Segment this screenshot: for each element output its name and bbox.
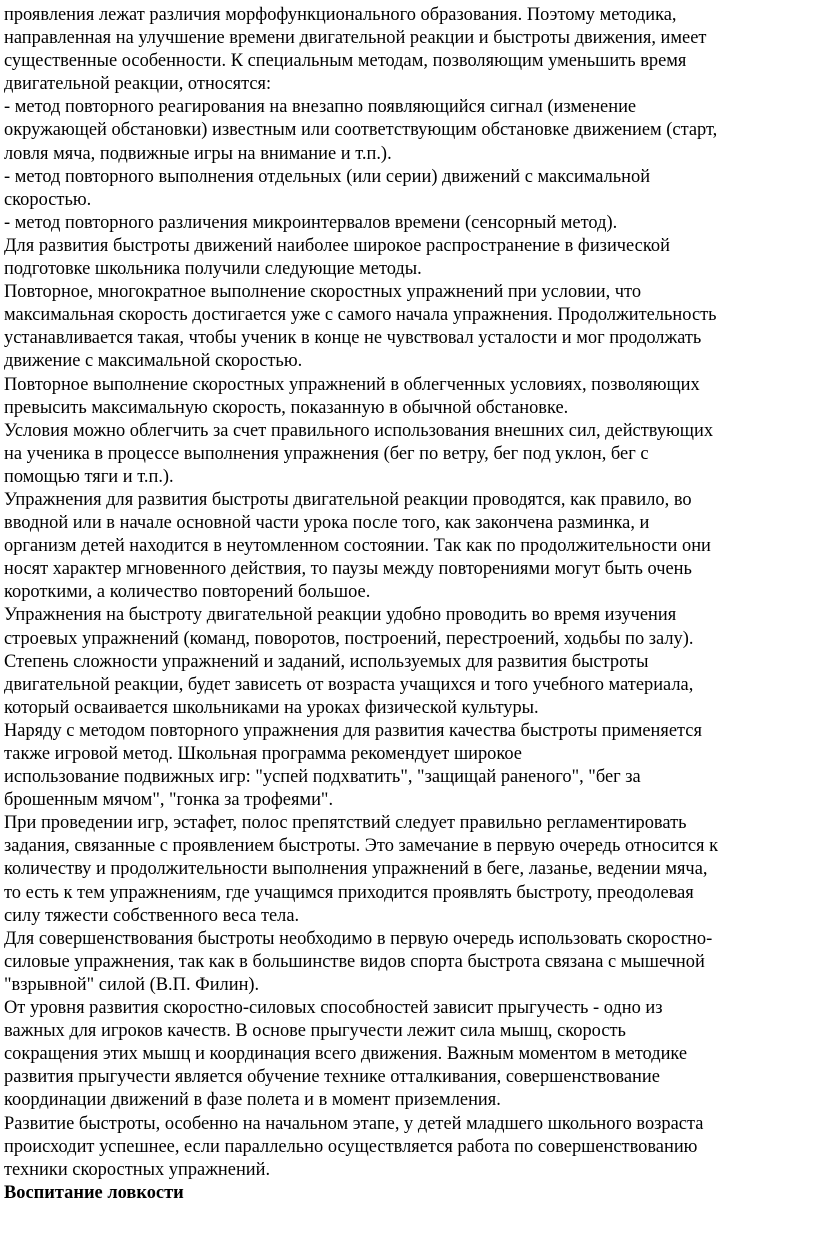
text-line: Для совершенствования быстроты необходимо в первую очередь использовать скоростно-: [4, 928, 713, 949]
text-line: то есть к тем упражнениям, где учащимся приходится проявлять быстроту, преодолевая: [4, 882, 694, 903]
text-line: направленная на улучшение времени двигательной реакции и быстроты движения, имеет: [4, 28, 707, 49]
text-line: происходит успешнее, если параллельно осуществляется работа по совершенствованию: [4, 1136, 698, 1157]
text-line: брошенным мячом", "гонка за трофеями".: [4, 790, 334, 811]
text-line: максимальная скорость достигается уже с самого начала упражнения. Продолжительность: [4, 305, 717, 326]
text-line: который осваивается школьниками на уроках физической культуры.: [4, 697, 539, 718]
text-line: Повторное выполнение скоростных упражнений в облегченных условиях, позволяющих: [4, 374, 700, 395]
text-line: организм детей находится в неутомленном состоянии. Так как по продолжительности они: [4, 536, 711, 557]
text-line: силу тяжести собственного веса тела.: [4, 905, 300, 926]
text-line: также игровой метод. Школьная программа рекомендует широкое: [4, 744, 522, 764]
text-line: Упражнения на быстроту двигательной реакции удобно проводить во время изучения: [4, 605, 677, 626]
text-line: - метод повторного реагирования на внезапно появляющийся сигнал (изменение: [4, 97, 637, 118]
text-line: Условия можно облегчить за счет правильного использования внешних сил, действующих: [4, 420, 714, 441]
text-line: превысить максимальную скорость, показанную в обычной обстановке.: [4, 397, 569, 418]
text-line: проявления лежат различия морфофункционального образования. Поэтому методика,: [4, 5, 677, 25]
text-line: Повторное, многократное выполнение скоростных упражнений при условии, что: [4, 282, 642, 303]
section-heading: Воспитание ловкости: [4, 1182, 184, 1203]
text-line: техники скоростных упражнений.: [4, 1159, 271, 1180]
text-line: использование подвижных игр: "успей подхватить", "защищай раненого", "бег за: [4, 767, 641, 788]
text-line: сокращения этих мышц и координация всего движения. Важным моментом в методике: [4, 1044, 688, 1065]
text-line: Развитие быстроты, особенно на начальном этапе, у детей младшего школьного возраста: [4, 1113, 704, 1134]
text-line: вводной или в начале основной части урока после того, как закончена разминка, и: [4, 513, 650, 534]
text-line: подготовке школьника получили следующие методы.: [4, 259, 422, 280]
text-line: на ученика в процессе выполнения упражнения (бег по ветру, бег под уклон, бег с: [4, 443, 649, 464]
text-line: Для развития быстроты движений наиболее широкое распространение в физической: [4, 235, 670, 256]
text-line: задания, связанные с проявлением быстроты. Это замечание в первую очередь относится к: [4, 836, 719, 857]
text-line: движение с максимальной скоростью.: [4, 351, 303, 372]
text-line: координации движений в фазе полета и в момент приземления.: [4, 1090, 501, 1111]
text-line: ловля мяча, подвижные игры на внимание и т.п.).: [4, 143, 392, 164]
text-line: строевых упражнений (команд, поворотов, построений, перестроений, ходьбы по залу).: [4, 628, 694, 649]
text-line: силовые упражнения, так как в большинстве видов спорта быстрота связана с мышечной: [4, 951, 705, 972]
text-line: - метод повторного выполнения отдельных (или серии) движений с максимальной: [4, 166, 651, 187]
text-line: помощью тяги и т.п.).: [4, 466, 174, 487]
text-line: двигательной реакции, будет зависеть от возраста учащихся и того учебного материала,: [4, 674, 694, 695]
text-line: существенные особенности. К специальным методам, позволяющим уменьшить время: [4, 51, 687, 72]
text-line: Степень сложности упражнений и заданий, используемых для развития быстроты: [4, 651, 649, 672]
text-line: двигательной реакции, относятся:: [4, 74, 272, 95]
text-line: Упражнения для развития быстроты двигательной реакции проводятся, как правило, во: [4, 489, 692, 510]
text-line: При проведении игр, эстафет, полос препятствий следует правильно регламентировать: [4, 813, 687, 834]
text-line: окружающей обстановки) известным или соответствующим обстановке движением (старт,: [4, 120, 718, 141]
text-line: короткими, а количество повторений большое.: [4, 582, 371, 603]
text-line: количеству и продолжительности выполнения упражнений в беге, лазанье, ведении мяча,: [4, 859, 708, 880]
text-line: развития прыгучести является обучение технике отталкивания, совершенствование: [4, 1067, 660, 1088]
text-line: носят характер мгновенного действия, то паузы между повторениями могут быть очень: [4, 559, 692, 580]
text-line: скоростью.: [4, 189, 92, 210]
text-line: - метод повторного различения микроинтервалов времени (сенсорный метод).: [4, 212, 618, 233]
text-line: важных для игроков качеств. В основе прыгучести лежит сила мышц, скорость: [4, 1021, 626, 1042]
text-line: "взрывной" силой (В.П. Филин).: [4, 974, 260, 995]
text-line: устанавливается такая, чтобы ученик в конце не чувствовал усталости и мог продолжать: [4, 328, 702, 349]
text-line: От уровня развития скоростно-силовых способностей зависит прыгучесть - одно из: [4, 998, 663, 1019]
text-line: Наряду с методом повторного упражнения для развития качества быстроты применяется: [4, 720, 702, 741]
